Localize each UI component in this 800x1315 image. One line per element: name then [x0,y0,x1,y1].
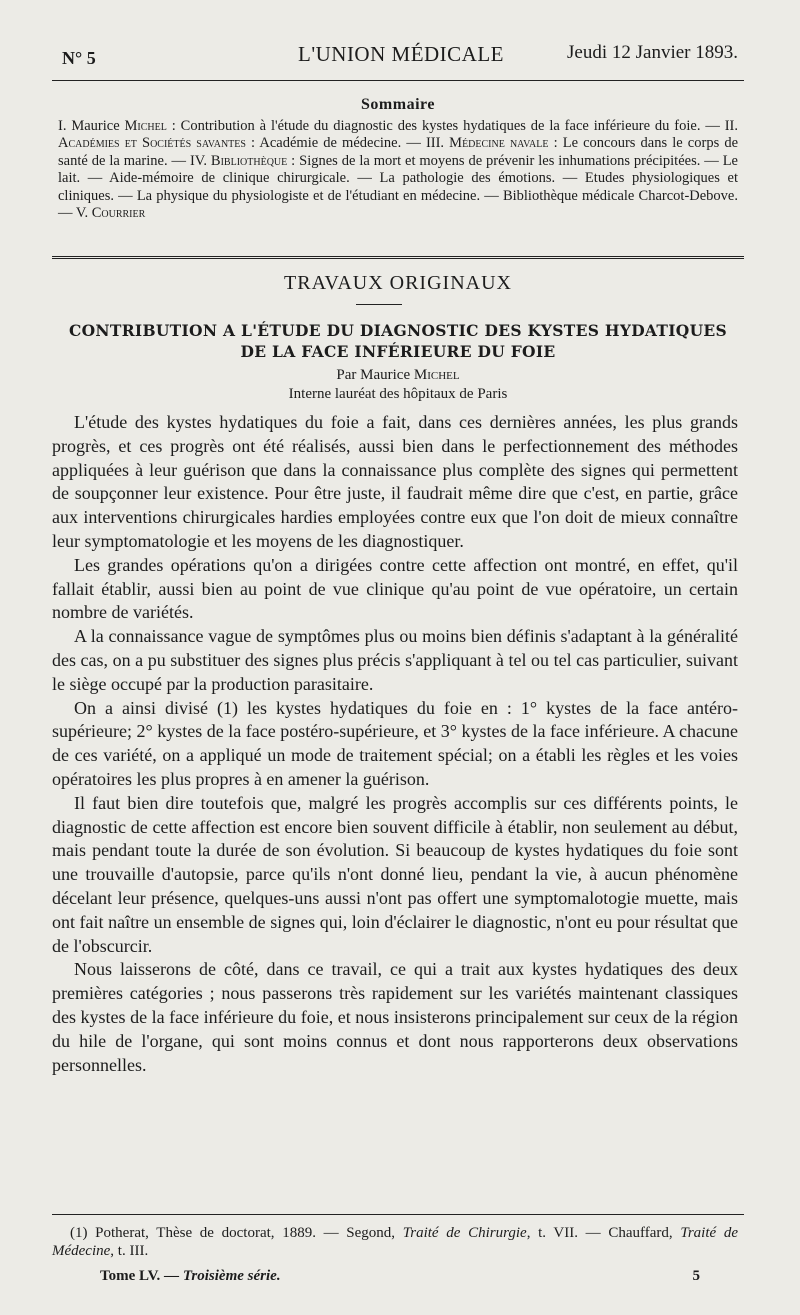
article-title-line: DE LA FACE INFÉRIEURE DU FOIE [240,342,556,361]
sommaire-part: : Signes de la mort et moyens de prévenir les inhumations précipitées. — Le lait. — Aide-mémoire de clinique chirurgicale. — La pathologie des émotions. — Etudes physiologiques et cliniques. — La physique du physiologiste et de l'étudiant en médecine. — Bibliothèque médicale Charcot-Debove. — V. [58,152,738,221]
byline-author-line [52,366,744,385]
footnote-part: , t. III. [110,1243,149,1259]
volume-info [100,1268,281,1285]
sommaire-heading: Sommaire [361,96,435,113]
article-byline [52,366,744,404]
byline-prefix: Par Maurice [336,367,414,383]
sommaire-part: : Académie de médecine. — III. [245,135,450,151]
footnote-work-title: Traité de Chirurgie [402,1225,527,1241]
sommaire-part: : Contribution à l'étude du diagnostic des kystes hydatiques de la face inférieure du foie. — II. [166,117,738,134]
volume-tome: Tome LV. — [100,1268,183,1284]
author-name: Michel [413,367,460,383]
sommaire-section: Académies et Sociétés savantes [58,135,246,151]
sommaire-section: Médecine navale [449,135,549,151]
paragraph: Il faut bien dire toutefois que, malgré les progrès accomplis sur ces différents points, le diagnostic de cette affection est encore bien souvent difficile à établir, non seulement au début, mais pendant toute la durée de son évolution. Si beaucoup de kystes hydatiques du foie sont une trouvaille d'autopsie, parce qu'ils n'ont donné lieu, pendant la vie, à aucun phénomène décelant leur présence, quelques-uns aussi n'ont pas offert une symptomalotogie muette, mais ont fait naître un ensemble de signes qui, loin d'éclairer le diagnostic, n'ont eu pour résultat que de l'obscurcir. [52,792,738,956]
article-title [52,320,744,362]
sommaire-section: Courrier [91,205,146,221]
footnote-part: (1) Potherat, Thèse de doctorat, 1889. — Segond, [70,1225,403,1241]
sommaire-part: : Le concours dans le corps de santé de la marine. — IV. [58,135,739,169]
sommaire-text [58,118,738,223]
section-divider [356,304,402,305]
footnote-rule [52,1214,744,1215]
author-affiliation: Interne lauréat des hôpitaux de Paris [288,386,508,402]
header-rule [52,80,744,81]
sommaire-author: Michel [124,117,167,134]
signature-mark: 5 [692,1268,700,1284]
footnote-work-title: Traité de Médecine [52,1225,738,1259]
paragraph: A la connaissance vague de symptômes plus ou moins bien définis s'adaptant à la généralité des cas, on a pu substituer des signes plus précis s'appliquant à tel ou tel cas particulier, suivant le siège occupé par la production parasitaire. [52,626,738,694]
paragraph: Nous laisserons de côté, dans ce travail, ce qui a trait aux kystes hydatiques des deux premières catégories ; nous passerons très rapidement sur les variétés maintenant classiques des kystes de la face inférieure du foie, et nous insisterons principalement sur ceux de la région du hile de l'organe, qui sont moins connus et dont nous rapporterons deux observations personnelles. [52,959,738,1075]
issue-number: N° 5 [62,48,96,68]
volume-series: Troisième série. [182,1268,281,1284]
sommaire-rule [52,256,744,259]
paragraph: L'étude des kystes hydatiques du foie a fait, dans ces dernières années, les plus grands progrès, et ces progrès ont été réalisés, aussi bien dans le perfectionnement des méthodes appliquées à leur guérison que dans la connaissance plus complète des signes qui permettent de soupçonner leur existence. Pour être juste, il faudrait même dire que c'est, en partie, grâce aux interventions chirurgicales hardies employées contre eux que l'on doit de mieux connaître leur symptomatologie et les moyens de les diagnostiquer. [52,412,738,551]
running-header [62,38,738,74]
sommaire-part: I. Maurice [58,117,125,134]
section-heading: TRAVAUX ORIGINAUX [284,272,512,294]
paragraph: On a ainsi divisé (1) les kystes hydatiques du foie en : 1° kystes de la face antéro-supérieure; 2° kystes de la face postéro-supérieure, et 3° kystes de la face inférieure. A chacune de ces variété, on a appliqué un mode de traitement spécial; on a établi les règles et les voies opératoires les plus propres à en amener la guérison. [52,697,738,789]
footnote [52,1224,738,1260]
table-of-contents [58,96,738,223]
issue-date: Jeudi 12 Janvier 1893. [567,42,738,63]
sommaire-section: Bibliothèque [210,152,288,169]
article-body [52,411,738,1077]
paragraph: Les grandes opérations qu'on a dirigées contre cette affection ont montré, en effet, qu'il fallait établir, aussi bien au point de vue clinique qu'au point de vue opératoire, un certain nombre de variétés. [52,554,738,623]
journal-title: L'UNION MÉDICALE [298,42,505,66]
footnote-part: , t. VII. — Chauffard, [526,1225,681,1241]
article-title-line: CONTRIBUTION A L'ÉTUDE DU DIAGNOSTIC DES KYSTES HYDATIQUES [68,321,728,340]
